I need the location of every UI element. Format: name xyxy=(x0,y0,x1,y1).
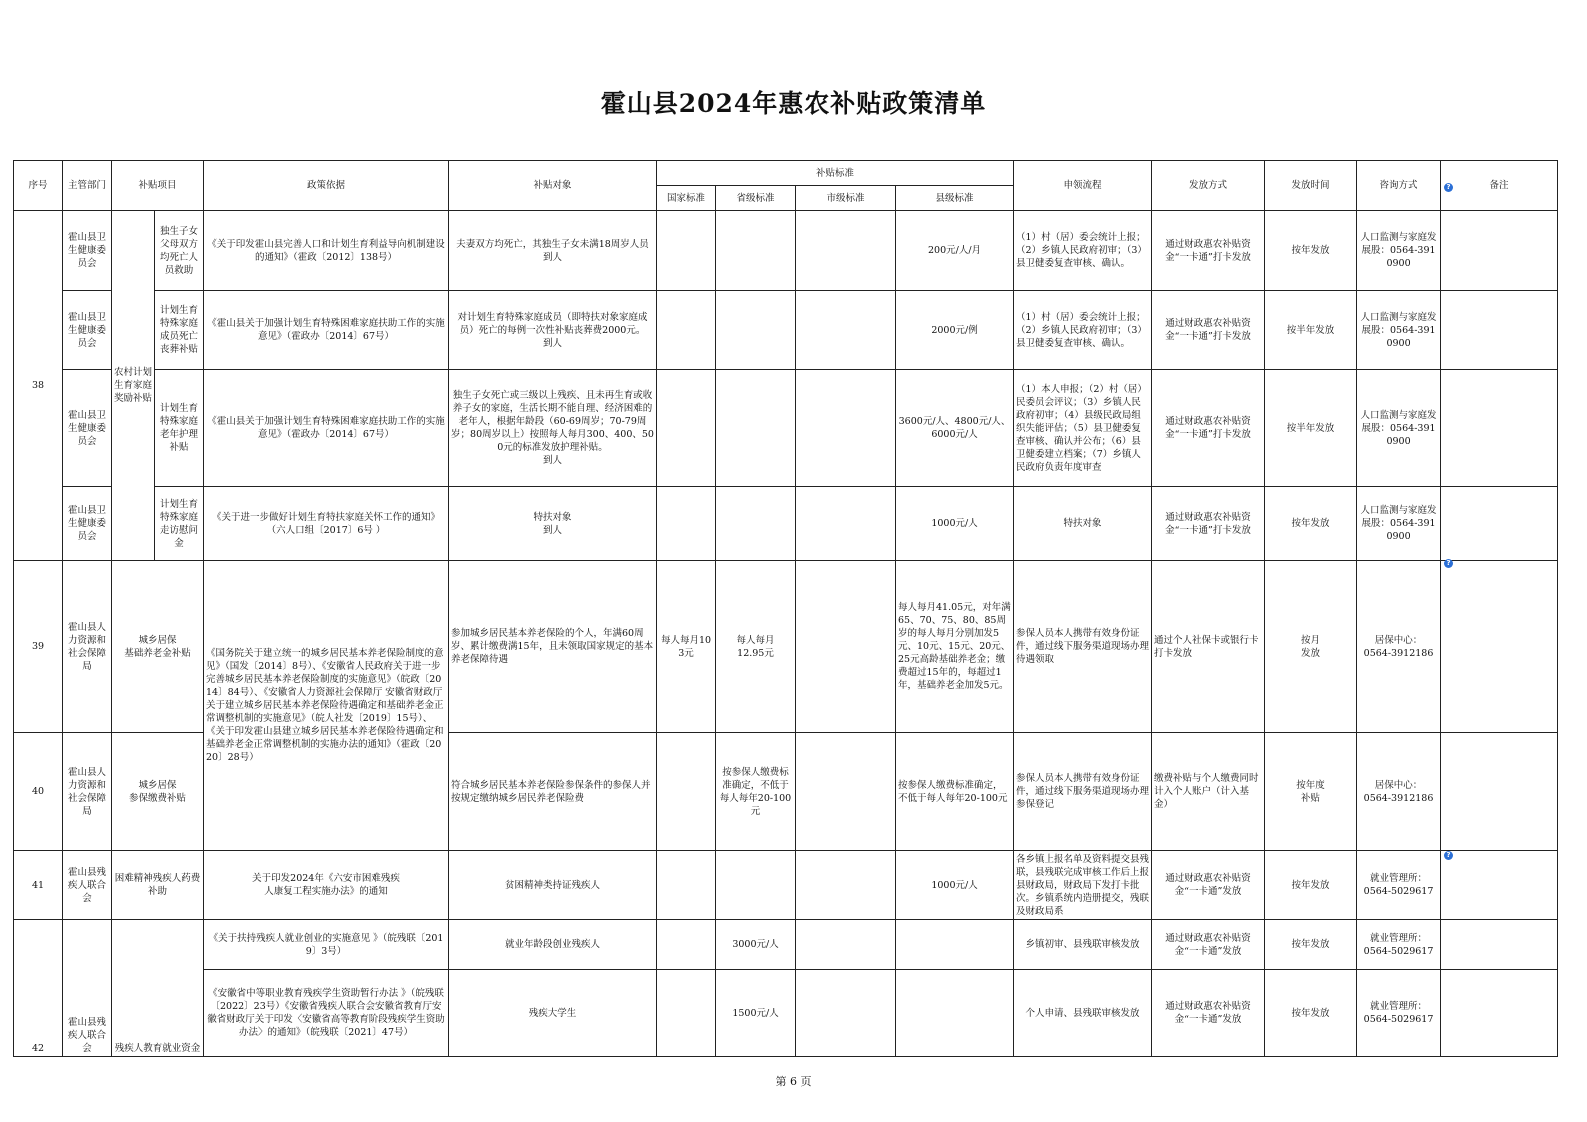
row-process: 个人申请、县残联审核发放 xyxy=(1014,970,1152,1057)
row-county: 按参保人缴费标准确定，不低于每人每年20-100元 xyxy=(896,733,1014,851)
table-row xyxy=(14,561,1558,733)
row-provincial: 1500元/人 xyxy=(716,970,796,1057)
row-dept: 霍山县残疾人联合会 xyxy=(63,920,112,1057)
row-remark xyxy=(1441,561,1558,733)
row-consult: 人口监测与家庭发展股：0564-3910900 xyxy=(1357,291,1441,370)
row-target: 对计划生育特殊家庭成员（即特扶对象家庭成员）死亡的每例一次性补贴丧葬费2000元。 到人 xyxy=(449,291,657,370)
row-consult: 就业管理所： 0564-5029617 xyxy=(1357,970,1441,1057)
row-subproject: 计划生育特殊家庭走访慰问金 xyxy=(155,487,204,561)
header-target: 补贴对象 xyxy=(449,161,657,211)
row-provincial: 3000元/人 xyxy=(716,920,796,970)
row-process: 参保人员本人携带有效身份证件，通过线下服务渠道现场办理参保登记 xyxy=(1014,733,1152,851)
comment-icon[interactable]: ? xyxy=(1444,183,1453,192)
row-national xyxy=(657,970,716,1057)
row-provincial: 每人每月 12.95元 xyxy=(716,561,796,733)
row-city xyxy=(796,561,896,733)
row-time: 按半年发放 xyxy=(1265,370,1357,487)
row-time: 按年度 补贴 xyxy=(1265,733,1357,851)
row-remark xyxy=(1441,211,1558,291)
row-basis: 《国务院关于建立统一的城乡居民基本养老保险制度的意见》（国发〔2014〕8号）、《安徽省人民政府关于进一步完善城乡居民基本养老保险制度的实施意见》（皖政〔2014〕84号）、《安徽省人力资源社会保障厅 安徽省财政厅关于建立城乡居民基本养老保险待遇确定和基础养老金正常调整机制的实施意见》（皖人社发〔2019〕15号）、《关于印发霍山县建立城乡居民基本养老保险待遇确定和基础养老金正常调整机制的实施办法的通知》（霍政〔2020〕28号） xyxy=(204,561,449,851)
row-time: 按年发放 xyxy=(1265,211,1357,291)
header-national: 国家标准 xyxy=(657,186,716,211)
row-city xyxy=(796,733,896,851)
row-dept: 霍山县残疾人联合会 xyxy=(63,851,112,920)
row-method: 缴费补贴与个人缴费同时计入个人账户（计入基金） xyxy=(1152,733,1265,851)
row-city xyxy=(796,370,896,487)
row-national xyxy=(657,211,716,291)
header-remark: 备注 xyxy=(1441,161,1558,211)
row-method: 通过财政惠农补贴资金“一卡通”发放 xyxy=(1152,920,1265,970)
row-method: 通过财政惠农补贴资金“一卡通”发放 xyxy=(1152,851,1265,920)
row-consult: 居保中心： 0564-3912186 xyxy=(1357,733,1441,851)
row-method: 通过财政惠农补贴资金“一卡通”打卡发放 xyxy=(1152,487,1265,561)
header-county: 县级标准 xyxy=(896,186,1014,211)
row-county: 2000元/例 xyxy=(896,291,1014,370)
row-basis: 《关于进一步做好计划生育特扶家庭关怀工作的通知》（六人口组〔2017〕6号 ） xyxy=(204,487,449,561)
table-row xyxy=(14,370,1558,487)
row-city xyxy=(796,851,896,920)
row-national xyxy=(657,370,716,487)
row-national xyxy=(657,920,716,970)
row-county: 1000元/人 xyxy=(896,487,1014,561)
row-project: 残疾人教育就业资金 xyxy=(112,920,204,1057)
row-method: 通过个人社保卡或银行卡打卡发放 xyxy=(1152,561,1265,733)
row-target: 夫妻双方均死亡，其独生子女未满18周岁人员 到人 xyxy=(449,211,657,291)
row-remark xyxy=(1441,733,1558,851)
row-basis: 《关于扶持残疾人就业创业的实施意见 》（皖残联〔2019〕3号） xyxy=(204,920,449,970)
row-city xyxy=(796,211,896,291)
row-remark xyxy=(1441,920,1558,970)
row-county: 3600元/人、4800元/人、6000元/人 xyxy=(896,370,1014,487)
row-city xyxy=(796,487,896,561)
header-project: 补贴项目 xyxy=(112,161,204,211)
row-target: 独生子女死亡或三级以上残疾、且未再生育或收养子女的家庭，生活长期不能自理、经济困难的老年人，根据年龄段（60-69周岁；70-79周岁；80周岁以上）按照每人每月300、400、500元的标准发放护理补贴。 到人 xyxy=(449,370,657,487)
row-time: 按月 发放 xyxy=(1265,561,1357,733)
row-process: 参保人员本人携带有效身份证件，通过线下服务渠道现场办理待遇领取 xyxy=(1014,561,1152,733)
row-basis: 《安徽省中等职业教育残疾学生资助暂行办法 》（皖残联〔2022〕23号）《安徽省残疾人联合会安徽省教育厅安徽省财政厅关于印发〈安徽省高等教育阶段残疾学生资助办法〉的通知》（皖残联〔2021〕47号） xyxy=(204,970,449,1057)
header-method: 发放方式 xyxy=(1152,161,1265,211)
row-subproject: 计划生育特殊家庭老年护理补贴 xyxy=(155,370,204,487)
row-method: 通过财政惠农补贴资金“一卡通”发放 xyxy=(1152,970,1265,1057)
row-time: 按年发放 xyxy=(1265,487,1357,561)
header-process: 申领流程 xyxy=(1014,161,1152,211)
row-remark xyxy=(1441,291,1558,370)
row-provincial xyxy=(716,211,796,291)
row-project: 困难精神残疾人药费补助 xyxy=(112,851,204,920)
comment-icon[interactable]: ? xyxy=(1444,559,1453,568)
table-row xyxy=(14,487,1558,561)
header-time: 发放时间 xyxy=(1265,161,1357,211)
row-seq: 40 xyxy=(14,733,63,851)
row-method: 通过财政惠农补贴资金“一卡通”打卡发放 xyxy=(1152,370,1265,487)
table-row xyxy=(14,211,1558,291)
header-city: 市级标准 xyxy=(796,186,896,211)
page-title: 霍山县2024年惠农补贴政策清单 xyxy=(600,89,987,118)
row-subproject: 计划生育特殊家庭成员死亡丧葬补贴 xyxy=(155,291,204,370)
row-consult: 居保中心： 0564-3912186 xyxy=(1357,561,1441,733)
row-consult: 就业管理所： 0564-5029617 xyxy=(1357,920,1441,970)
row-dept: 霍山县卫生健康委员会 xyxy=(63,291,112,370)
row-basis: 《霍山县关于加强计划生育特殊困难家庭扶助工作的实施意见》（霍政办〔2014〕67号） xyxy=(204,370,449,487)
row-seq: 38 xyxy=(14,211,63,561)
row-project: 城乡居保 参保缴费补贴 xyxy=(112,733,204,851)
row-county: 每人每月41.05元，对年满65、70、75、80、85周岁的每人每月分别加发5元、10元、15元、20元、25元高龄基础养老金；缴费超过15年的，每超过1年，基础养老金加发5元。 xyxy=(896,561,1014,733)
row-county xyxy=(896,970,1014,1057)
row-process: （1）村（居）委会统计上报；（2）乡镇人民政府初审；（3）县卫健委复查审核、确认。 xyxy=(1014,291,1152,370)
row-city xyxy=(796,920,896,970)
row-consult: 人口监测与家庭发展股：0564-3910900 xyxy=(1357,370,1441,487)
row-project: 城乡居保 基础养老金补贴 xyxy=(112,561,204,733)
row-project-group: 农村计划生育家庭奖励补贴 xyxy=(112,211,155,561)
row-process: （1）本人申报；（2）村（居）民委员会评议；（3）乡镇人民政府初审；（4）县级民政局组织失能评估；（5）县卫健委复查审核、确认并公布；（6）县卫健委建立档案；（7）乡镇人民政府负责年度审查 xyxy=(1014,370,1152,487)
row-national xyxy=(657,487,716,561)
table-row xyxy=(14,920,1558,970)
header-dept: 主管部门 xyxy=(63,161,112,211)
header-seq: 序号 xyxy=(14,161,63,211)
row-provincial xyxy=(716,487,796,561)
row-dept: 霍山县卫生健康委员会 xyxy=(63,370,112,487)
row-time: 按年发放 xyxy=(1265,851,1357,920)
row-city xyxy=(796,970,896,1057)
row-provincial xyxy=(716,291,796,370)
row-dept: 霍山县人力资源和社会保障局 xyxy=(63,733,112,851)
table-row xyxy=(14,970,1558,1057)
row-method: 通过财政惠农补贴资金“一卡通”打卡发放 xyxy=(1152,211,1265,291)
row-seq: 41 xyxy=(14,851,63,920)
row-target: 符合城乡居民基本养老保险参保条件的参保人并按规定缴纳城乡居民养老保险费 xyxy=(449,733,657,851)
row-city xyxy=(796,291,896,370)
row-county: 1000元/人 xyxy=(896,851,1014,920)
row-target: 参加城乡居民基本养老保险的个人，年满60周岁、累计缴费满15年，且未领取国家规定的基本养老保障待遇 xyxy=(449,561,657,733)
row-consult: 就业管理所： 0564-5029617 xyxy=(1357,851,1441,920)
table-row xyxy=(14,291,1558,370)
row-target: 就业年龄段创业残疾人 xyxy=(449,920,657,970)
page-number: 第 6 页 xyxy=(775,1075,812,1088)
header-standard: 补贴标准 xyxy=(657,161,1014,186)
header-provincial: 省级标准 xyxy=(716,186,796,211)
row-consult: 人口监测与家庭发展股：0564-3910900 xyxy=(1357,487,1441,561)
row-dept: 霍山县卫生健康委员会 xyxy=(63,211,112,291)
row-basis: 关于印发2024年《六安市困难残疾 人康复工程实施办法》的通知 xyxy=(204,851,449,920)
row-target: 贫困精神类持证残疾人 xyxy=(449,851,657,920)
header-consult: 咨询方式 xyxy=(1357,161,1441,211)
table-row xyxy=(14,851,1558,920)
row-remark xyxy=(1441,487,1558,561)
row-remark xyxy=(1441,970,1558,1057)
row-national xyxy=(657,851,716,920)
row-national xyxy=(657,291,716,370)
row-remark xyxy=(1441,851,1558,920)
row-process: （1）村（居）委会统计上报；（2）乡镇人民政府初审；（3）县卫健委复查审核、确认。 xyxy=(1014,211,1152,291)
row-seq: 42 xyxy=(14,920,63,1057)
row-national xyxy=(657,733,716,851)
row-time: 按年发放 xyxy=(1265,920,1357,970)
row-time: 按年发放 xyxy=(1265,970,1357,1057)
row-process: 各乡镇上报名单及资料提交县残联，县残联完成审核工作后上报县财政局，财政局下发打卡批次。乡镇系统内造册提交，残联及财政局系 xyxy=(1014,851,1152,920)
row-consult: 人口监测与家庭发展股：0564-3910900 xyxy=(1357,211,1441,291)
row-dept: 霍山县人力资源和社会保障局 xyxy=(63,561,112,733)
row-dept: 霍山县卫生健康委员会 xyxy=(63,487,112,561)
row-method: 通过财政惠农补贴资金“一卡通”打卡发放 xyxy=(1152,291,1265,370)
row-target: 特扶对象 到人 xyxy=(449,487,657,561)
row-national: 每人每月103元 xyxy=(657,561,716,733)
row-process: 乡镇初审、县残联审核发放 xyxy=(1014,920,1152,970)
row-time: 按半年发放 xyxy=(1265,291,1357,370)
policy-table xyxy=(13,160,1558,1057)
row-provincial xyxy=(716,851,796,920)
row-process: 特扶对象 xyxy=(1014,487,1152,561)
row-remark xyxy=(1441,370,1558,487)
comment-icon[interactable]: ? xyxy=(1444,851,1453,860)
row-basis: 《霍山县关于加强计划生育特殊困难家庭扶助工作的实施意见》（霍政办〔2014〕67号） xyxy=(204,291,449,370)
row-county: 200元/人/月 xyxy=(896,211,1014,291)
row-target: 残疾大学生 xyxy=(449,970,657,1057)
header-basis: 政策依据 xyxy=(204,161,449,211)
row-county xyxy=(896,920,1014,970)
row-seq: 39 xyxy=(14,561,63,733)
row-subproject: 独生子女父母双方均死亡人员救助 xyxy=(155,211,204,291)
row-basis: 《关于印发霍山县完善人口和计划生育利益导向机制建设的通知》（霍政〔2012〕138号） xyxy=(204,211,449,291)
row-provincial xyxy=(716,370,796,487)
row-provincial: 按参保人缴费标准确定，不低于每人每年20-100元 xyxy=(716,733,796,851)
